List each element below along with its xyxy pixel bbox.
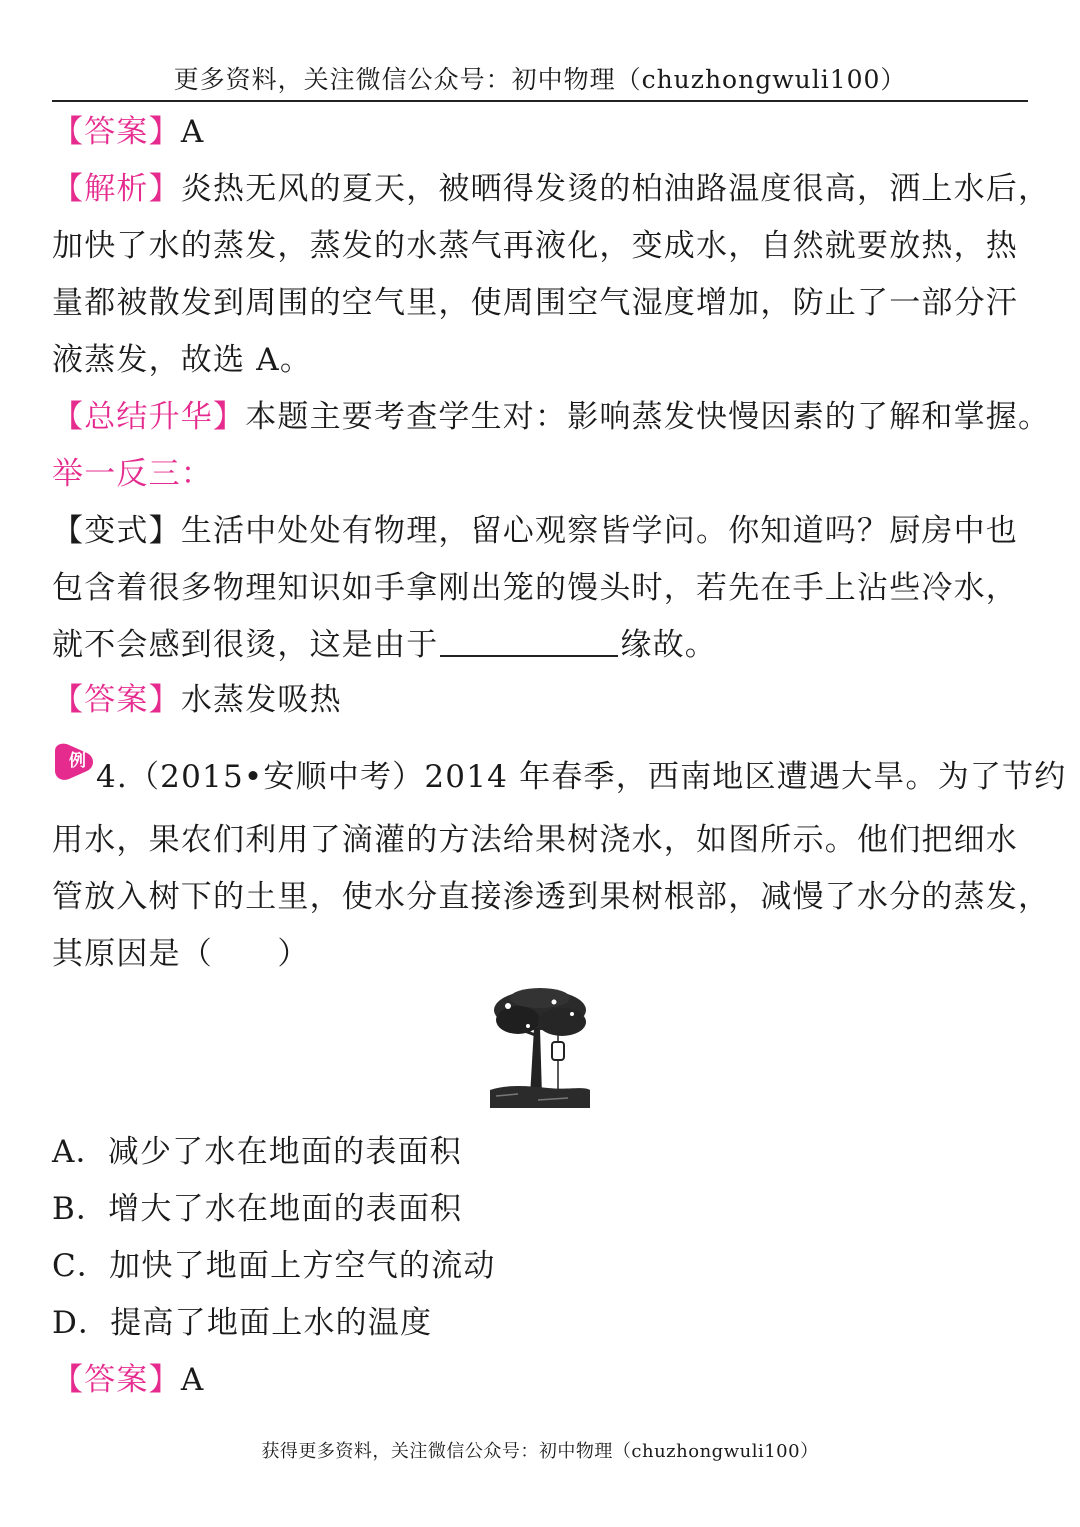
practice-heading: 举一反三： [52,456,213,492]
variant-line-3 [52,617,1032,674]
analysis-line-3: 量都被散发到周围的空气里，使周围空气湿度增加，防止了一部分汗 [52,285,1018,321]
analysis-tag: 【解析】 [52,171,181,207]
page-footer: 获得更多资料，关注微信公众号：初中物理（chuzhongwuli100） [261,1441,819,1462]
tree-drip-irrigation-figure [488,986,592,1110]
page-header: 更多资料，关注微信公众号：初中物理（chuzhongwuli100） [52,60,1028,102]
variant-text-3b: 缘故。 [620,627,718,663]
option-b: B．增大了水在地面的表面积 [52,1191,463,1227]
example-answer-line [52,1352,1032,1409]
example-badge-label: 例 [69,751,86,771]
example-line-3: 管放入树下的土里，使水分直接渗透到果树根部，减慢了水分的蒸发， [52,879,1051,915]
option-a: A．减少了水在地面的表面积 [52,1134,462,1170]
variant-line-1 [52,503,1032,560]
option-d: D．提高了地面上水的温度 [52,1305,433,1341]
variant-text-1: 生活中处处有物理，留心观察皆学问。你知道吗？厨房中也 [180,513,1019,549]
summary-tag: 【总结升华】 [52,399,246,435]
summary-text: 本题主要考查学生对：影响蒸发快慢因素的了解和掌握。 [245,399,1051,435]
practice-answer-line [52,672,1032,729]
option-c: C．加快了地面上方空气的流动 [52,1248,496,1284]
example-answer-value: A [180,1362,205,1398]
analysis-text-1: 炎热无风的夏天，被晒得发烫的柏油路温度很高，洒上水后， [180,171,1051,207]
practice-answer-value: 水蒸发吸热 [180,682,342,718]
answer-tag: 【答案】 [52,114,181,150]
answer-value: A [180,114,205,150]
example-line-1: 4.（2015•安顺中考）2014 年春季，西南地区遭遇大旱。为了节约 [96,759,1067,795]
summary-line [52,389,1051,446]
fill-in-blank [440,625,618,657]
analysis-line-1 [52,161,1051,218]
practice-answer-tag: 【答案】 [52,682,181,718]
variant-text-3: 就不会感到很烫，这是由于 [52,627,439,663]
example-badge-icon [51,741,95,781]
example-line-2: 用水，果农们利用了滴灌的方法给果树浇水，如图所示。他们把细水 [52,822,1018,858]
analysis-line-2: 加快了水的蒸发，蒸发的水蒸气再液化，变成水，自然就要放热，热 [52,228,1018,264]
answer-line-1 [52,104,1032,161]
analysis-line-4: 液蒸发，故选 A。 [52,342,313,378]
variant-line-2: 包含着很多物理知识如手拿刚出笼的馒头时，若先在手上沾些冷水， [52,570,1018,606]
example-line-4: 其原因是（ ） [52,936,310,972]
example-answer-tag: 【答案】 [52,1362,181,1398]
variant-tag: 【变式】 [52,513,181,549]
